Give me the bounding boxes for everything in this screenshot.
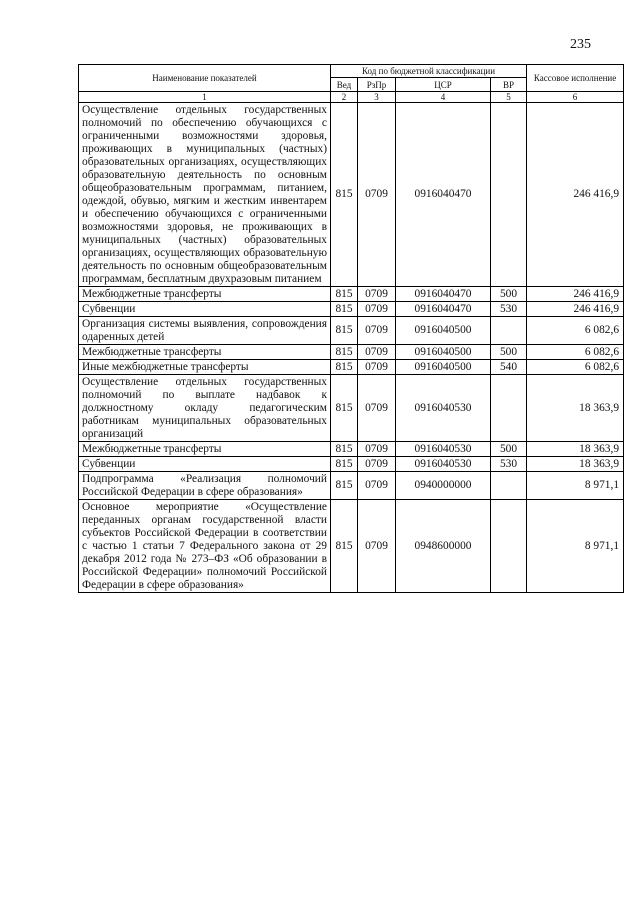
row-ved: 815 xyxy=(331,457,358,472)
row-vr: 530 xyxy=(491,302,527,317)
row-ved: 815 xyxy=(331,345,358,360)
page-number: 235 xyxy=(570,37,591,52)
row-name: Подпрограмма «Реализация полномочий Российской Федерации в сфере образования» xyxy=(79,472,331,500)
row-csr: 0916040530 xyxy=(396,457,491,472)
row-ved: 815 xyxy=(331,472,358,500)
row-ved: 815 xyxy=(331,317,358,345)
row-name: Основное мероприятие «Осуществление переданных органам государственной власти субъектов Российской Федерации в соответствии с частью 1 статьи 7 Федерального закона от 29 декабря 2012 года № 273–ФЗ «Об образовании в Российской Федерации» полномочий Российской Федерации в сфере образования» xyxy=(79,500,331,593)
column-number: 4 xyxy=(396,92,491,103)
row-amount: 6 082,6 xyxy=(527,360,624,375)
row-csr: 0916040530 xyxy=(396,442,491,457)
header-code-group: Код по бюджетной классификации xyxy=(331,65,527,78)
row-amount: 8 971,1 xyxy=(527,472,624,500)
table-row xyxy=(79,457,624,472)
header-csr: ЦСР xyxy=(396,78,491,92)
row-name: Межбюджетные трансферты xyxy=(79,287,331,302)
row-name: Межбюджетные трансферты xyxy=(79,442,331,457)
row-name: Осуществление отдельных государственных полномочий по выплате надбавок к должностному окладу педагогическим работникам муниципальных образовательных организаций xyxy=(79,375,331,442)
row-ved: 815 xyxy=(331,442,358,457)
table-row xyxy=(79,500,624,593)
row-rzpr: 0709 xyxy=(358,457,396,472)
budget-table xyxy=(78,64,624,593)
column-number: 5 xyxy=(491,92,527,103)
row-name: Субвенции xyxy=(79,457,331,472)
row-name: Межбюджетные трансферты xyxy=(79,345,331,360)
row-amount: 18 363,9 xyxy=(527,375,624,442)
row-rzpr: 0709 xyxy=(358,442,396,457)
row-ved: 815 xyxy=(331,103,358,287)
table-row xyxy=(79,375,624,442)
row-vr: 530 xyxy=(491,457,527,472)
row-name: Осуществление отдельных государственных полномочий по обеспечению обучающихся с ограниченными возможностями здоровья, проживающих в муниципальных (частных) образовательных организациях, осуществляющих образовательную деятельность по основным общеобразовательным программам, питанием, одеждой, обувью, мягким и жестким инвентарем и обеспечению обучающихся с ограниченными возможностями здоровья, не проживающих в муниципальных (частных) образовательных организациях, осуществляющих образовательную деятельность по основным общеобразовательным программам, бесплатным двухразовым питанием xyxy=(79,103,331,287)
row-vr: 500 xyxy=(491,442,527,457)
row-rzpr: 0709 xyxy=(358,345,396,360)
row-rzpr: 0709 xyxy=(358,375,396,442)
table-row xyxy=(79,103,624,287)
row-csr: 0916040470 xyxy=(396,287,491,302)
row-rzpr: 0709 xyxy=(358,317,396,345)
row-name: Субвенции xyxy=(79,302,331,317)
row-ved: 815 xyxy=(331,375,358,442)
row-rzpr: 0709 xyxy=(358,472,396,500)
table-body xyxy=(79,103,624,593)
header-row xyxy=(79,65,624,78)
row-amount: 18 363,9 xyxy=(527,457,624,472)
row-vr: 500 xyxy=(491,287,527,302)
row-vr: 540 xyxy=(491,360,527,375)
row-amount: 6 082,6 xyxy=(527,345,624,360)
row-amount: 246 416,9 xyxy=(527,302,624,317)
table-row xyxy=(79,287,624,302)
column-number: 3 xyxy=(358,92,396,103)
row-amount: 8 971,1 xyxy=(527,500,624,593)
row-csr: 0916040500 xyxy=(396,360,491,375)
row-ved: 815 xyxy=(331,287,358,302)
row-amount: 246 416,9 xyxy=(527,103,624,287)
row-csr: 0948600000 xyxy=(396,500,491,593)
header-amount: Кассовое исполнение xyxy=(527,65,624,92)
column-number: 6 xyxy=(527,92,624,103)
table-row xyxy=(79,317,624,345)
row-amount: 18 363,9 xyxy=(527,442,624,457)
row-vr xyxy=(491,472,527,500)
row-name: Иные межбюджетные трансферты xyxy=(79,360,331,375)
table-row xyxy=(79,472,624,500)
table-row xyxy=(79,360,624,375)
row-rzpr: 0709 xyxy=(358,287,396,302)
row-ved: 815 xyxy=(331,302,358,317)
row-rzpr: 0709 xyxy=(358,500,396,593)
header-vr: ВР xyxy=(491,78,527,92)
header-rzpr: РзПр xyxy=(358,78,396,92)
row-vr xyxy=(491,317,527,345)
header-ved: Вед xyxy=(331,78,358,92)
row-name: Организация системы выявления, сопровождения одаренных детей xyxy=(79,317,331,345)
row-ved: 815 xyxy=(331,360,358,375)
row-csr: 0916040470 xyxy=(396,302,491,317)
row-amount: 246 416,9 xyxy=(527,287,624,302)
row-csr: 0916040470 xyxy=(396,103,491,287)
row-rzpr: 0709 xyxy=(358,103,396,287)
column-number: 1 xyxy=(79,92,331,103)
row-csr: 0940000000 xyxy=(396,472,491,500)
row-csr: 0916040500 xyxy=(396,345,491,360)
row-vr xyxy=(491,375,527,442)
row-rzpr: 0709 xyxy=(358,302,396,317)
header-name: Наименование показателей xyxy=(79,65,331,92)
row-rzpr: 0709 xyxy=(358,360,396,375)
row-csr: 0916040530 xyxy=(396,375,491,442)
table-row xyxy=(79,302,624,317)
row-vr xyxy=(491,500,527,593)
column-number: 2 xyxy=(331,92,358,103)
row-csr: 0916040500 xyxy=(396,317,491,345)
table-row xyxy=(79,345,624,360)
row-vr: 500 xyxy=(491,345,527,360)
row-ved: 815 xyxy=(331,500,358,593)
table-row xyxy=(79,442,624,457)
row-amount: 6 082,6 xyxy=(527,317,624,345)
row-vr xyxy=(491,103,527,287)
column-number-row xyxy=(79,92,624,103)
